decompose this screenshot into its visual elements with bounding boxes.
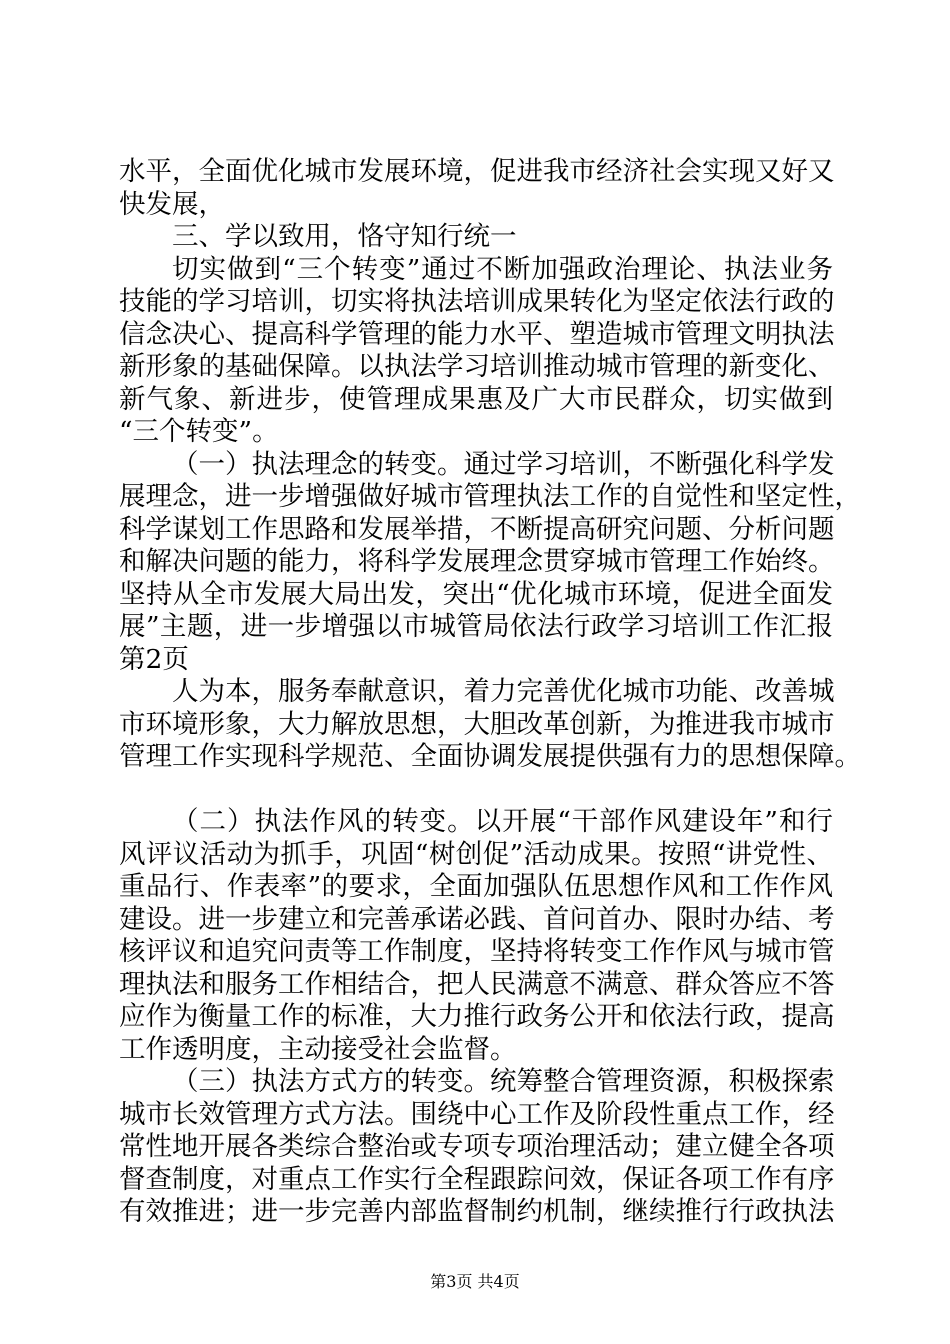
text-line: 督查制度，对重点工作实行全程跟踪问效，保证各项工作有序 xyxy=(119,1163,835,1195)
text-line xyxy=(119,774,833,807)
text-line: 新气象、新进步，使管理成果惠及广大市民群众，切实做到 xyxy=(119,383,833,415)
text-line: 展理念，进一步增强做好城市管理执法工作的自觉性和坚定性， xyxy=(119,481,861,512)
text-line: 常性地开展各类综合整治或专项专项治理活动；建立健全各项 xyxy=(119,1131,835,1162)
text-line: 人为本，服务奉献意识，着力完善优化城市功能、改善城 xyxy=(172,676,835,707)
text-line: 建设。进一步建立和完善承诺必践、首问首办、限时办结、考 xyxy=(119,903,835,935)
text-line: 城市长效管理方式方法。围绕中心工作及阶段性重点工作，经 xyxy=(119,1098,835,1130)
text-line: （二）执法作风的转变。以开展“干部作风建设年”和行 xyxy=(172,806,833,837)
text-line: “三个转变”。 xyxy=(119,416,279,447)
text-line: （三）执法方式方的转变。统筹整合管理资源，积极探索 xyxy=(172,1066,835,1097)
text-line: 有效推进；进一步完善内部监督制约机制，继续推行行政执法 xyxy=(119,1196,835,1227)
text-line: 信念决心、提高科学管理的能力水平、塑造城市管理文明执法 xyxy=(119,318,835,350)
text-line: 重品行、作表率”的要求，全面加强队伍思想作风和工作作风 xyxy=(119,871,833,902)
text-line: 和解决问题的能力，将科学发展理念贯穿城市管理工作始终。 xyxy=(119,546,835,577)
text-line: 科学谋划工作思路和发展举措，不断提高研究问题、分析问题 xyxy=(119,513,835,545)
text-line: 三、学以致用，恪守知行统一 xyxy=(172,221,517,252)
text-line: 工作透明度，主动接受社会监督。 xyxy=(119,1033,517,1065)
text-line: 坚持从全市发展大局出发，突出“优化城市环境，促进全面发 xyxy=(119,578,833,610)
document-body xyxy=(119,156,861,1229)
text-line: 第2页 xyxy=(119,643,189,675)
text-line: 应作为衡量工作的标准，大力推行政务公开和依法行政，提高 xyxy=(119,1001,835,1032)
text-line: 核评议和追究问责等工作制度，坚持将转变工作作风与城市管 xyxy=(119,936,835,967)
text-line: （一）执法理念的转变。通过学习培训，不断强化科学发 xyxy=(172,448,835,480)
text-line: 快发展， xyxy=(119,188,225,220)
page-footer: 第3页 共4页 xyxy=(430,1272,520,1291)
text-line: 展”主题，进一步增强以市城管局依法行政学习培训工作汇报 xyxy=(119,611,833,642)
text-line: 切实做到“三个转变”通过不断加强政治理论、执法业务 xyxy=(172,253,833,285)
text-line: 技能的学习培训，切实将执法培训成果转化为坚定依法行政的 xyxy=(119,286,835,317)
text-line: 市环境形象，大力解放思想，大胆改革创新，为推进我市城市 xyxy=(119,708,835,740)
text-line: 理执法和服务工作相结合，把人民满意不满意、群众答应不答 xyxy=(119,968,835,1000)
text-line: 风评议活动为抓手，巩固“树创促”活动成果。按照“讲党性、 xyxy=(119,838,833,870)
text-line: 水平，全面优化城市发展环境，促进我市经济社会实现又好又 xyxy=(119,156,835,187)
text-line: 新形象的基础保障。以执法学习培训推动城市管理的新变化、 xyxy=(119,351,835,382)
text-line: 管理工作实现科学规范、全面协调发展提供强有力的思想保障。 xyxy=(119,741,861,772)
